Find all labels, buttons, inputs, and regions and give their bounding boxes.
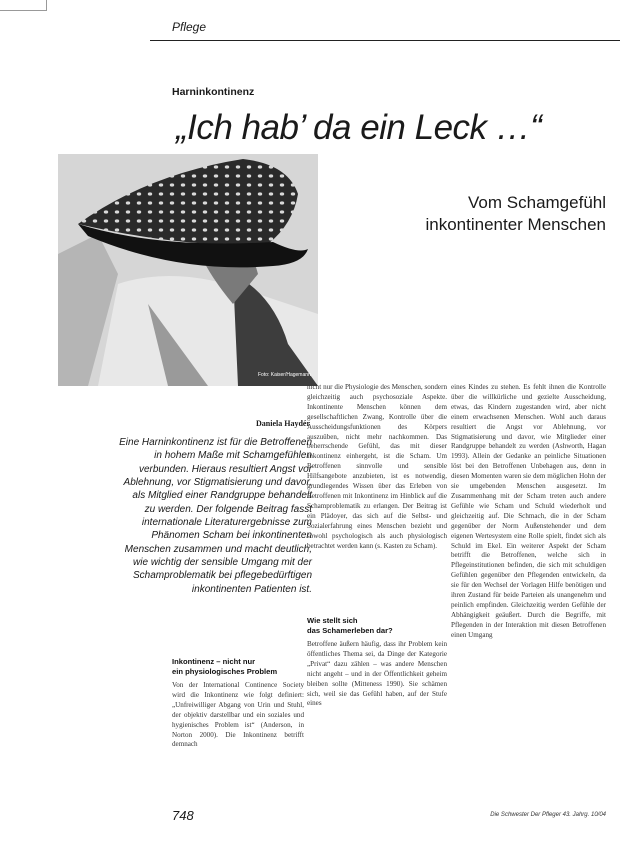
article-subheadline bbox=[380, 192, 606, 236]
corner-mark bbox=[0, 0, 47, 11]
lead-line: in hohem Maße mit Schamgefühlen bbox=[154, 450, 312, 462]
article-kicker: Harninkontinenz bbox=[172, 86, 255, 98]
body-paragraph: nicht nur die Physiologie des Menschen, sondern gleichzeitig auch psychosoziale Aspekte. Inkontinente Menschen können dem gesellschaftlichen Zwang, Kontrolle über die Ausscheidungsfunktionen des Körpers auszuüben, nicht mehr nachkommen. Das beherrschende Gefühl, das mit dieser Inkontinenz einhergeht, ist die Scham. Um Betroffenen sinnvolle und sensible Hilfsangebote anzubieten, ist es notwendig, grundlegendes Wissen über das Erleben von Betroffenen mit Inkontinenz im Hinblick auf die Schamproblematik zu erlangen. Der Beitrag ist ein Plädoyer, das sich auf die Selbst- und Sozialerfahrung eines Menschen bezieht und sowohl psychologisch als auch physiologisch betrachtet werden kann (s. Kasten zu Scham). bbox=[307, 383, 447, 550]
heading-line: Wie stellt sich bbox=[307, 616, 358, 625]
lead-line: Ablehnung, vor Stigmatisierung und davor, bbox=[123, 477, 312, 489]
body-paragraph: Von der International Continence Society wird die Inkontinenz wie folgt definiert: „Unfreiwilliger Abgang von Urin und Stuhl, der objektiv darstellbar und ein soziales und hygienisches Problem ist“ (Anderson, in Norton 2000). Die Inkontinenz betrifft demnach bbox=[172, 681, 304, 749]
photo-credit: Foto: Kaiser/Hagemann bbox=[258, 372, 311, 378]
body-column-2b bbox=[307, 640, 447, 709]
lead-line: als Mitglied einer Randgruppe behandelt bbox=[132, 490, 312, 502]
journal-footer: Die Schwester Der Pfleger 43. Jahrg. 10/04 bbox=[490, 812, 606, 818]
header-rule bbox=[150, 40, 620, 41]
body-paragraph: Betroffene äußern häufig, dass ihr Problem kein öffentliches Thema sei, da Dinge der Kategorie „Privat“ dazu zählen – was andere Menschen nicht angeht – und in der Öffentlichkeit geheim bleiben sollte (Mitteness 1990). Sie schämen sich, weil sie das Gefühl haben, auf der Stufe eines bbox=[307, 640, 447, 708]
section-heading-inkontinenz bbox=[172, 657, 312, 677]
article-photo bbox=[58, 154, 318, 386]
article-headline: „Ich hab’ da ein Leck …“ bbox=[176, 108, 542, 147]
subheadline-line-2: inkontinenter Menschen bbox=[425, 215, 606, 234]
body-column-3 bbox=[451, 383, 606, 641]
lead-line: Eine Harninkontinenz ist für die Betroffenen bbox=[119, 437, 312, 448]
lead-line: wie wichtig der sensible Umgang mit der bbox=[133, 557, 312, 569]
lead-line: inkontinenten Patienten ist. bbox=[191, 583, 312, 595]
lead-line: internationale Literaturergebnisse zum bbox=[141, 517, 312, 529]
subheadline-line-1: Vom Schamgefühl bbox=[468, 193, 606, 212]
heading-line: Inkontinenz – nicht nur bbox=[172, 657, 256, 666]
article-lead bbox=[64, 436, 312, 596]
photo-illustration bbox=[58, 154, 318, 386]
lead-line: zu werden. Der folgende Beitrag fasst bbox=[144, 503, 312, 515]
author-name: Daniela Haydér bbox=[256, 419, 310, 428]
lead-line: Phänomen Scham bei inkontinenten bbox=[151, 530, 312, 542]
lead-line: Schamproblematik bei pflegebedürftigen bbox=[133, 570, 312, 582]
lead-line: verbunden. Hieraus resultiert Angst vor bbox=[138, 463, 312, 475]
heading-line: das Schamerleben dar? bbox=[307, 626, 393, 635]
page-number: 748 bbox=[172, 808, 194, 823]
section-label: Pflege bbox=[172, 20, 207, 34]
body-column-1 bbox=[172, 681, 304, 750]
body-paragraph: eines Kindes zu stehen. Es fehlt ihnen die Kontrolle über die willkürliche und gezielte Ausscheidung, etwas, das Kindern zugestanden wird, aber nicht einem erwachsenen Menschen. Wohl auch daraus resultiert die Angst vor Ablehnung, vor Stigmatisierung und davor, wie Mitglieder einer Randgruppe behandelt zu werden (Ashworth, Hagan 1993). Allein der Gedanke an peinliche Situationen löst bei den Betroffenen Unbehagen aus, denn in diesen Momenten waren sie dem möglichen Hohn der sie umgebenden Menschen ausgesetzt. Im Zusammenhang mit der Scham treten auch andere Gefühle wie Scham und Schuld wiederholt und gleichzeitig auf. Die Schmach, die in der Scham gegenüber der Norm Außenstehender und dem eigenen Wertesystem eine Rolle spielt, findet sich als Schuld im Ekel. Ein weiterer Aspekt der Scham betrifft die Betroffenen, welche sich in Pflegeinstitutionen befinden, die sich mit schuldigen Gefühlen gegenüber den Pflegenden entwickeln, da sie für den Wechsel der Vorlagen Hilfe benötigen und ihren Zustand für beide Parteien als unangenehm und peinlich empfinden. Gleichzeitig werden Gefühle der Abhängigkeit geäußert. Durch die Begriffe, mit Pflegenden in der Interaktion mit diesen Betroffenen einen Umgang bbox=[451, 383, 606, 639]
heading-line: ein physiologisches Problem bbox=[172, 667, 278, 676]
body-column-2 bbox=[307, 383, 447, 551]
section-heading-schamerleben bbox=[307, 616, 447, 636]
lead-line: Menschen zusammen und macht deutlich, bbox=[124, 543, 312, 555]
